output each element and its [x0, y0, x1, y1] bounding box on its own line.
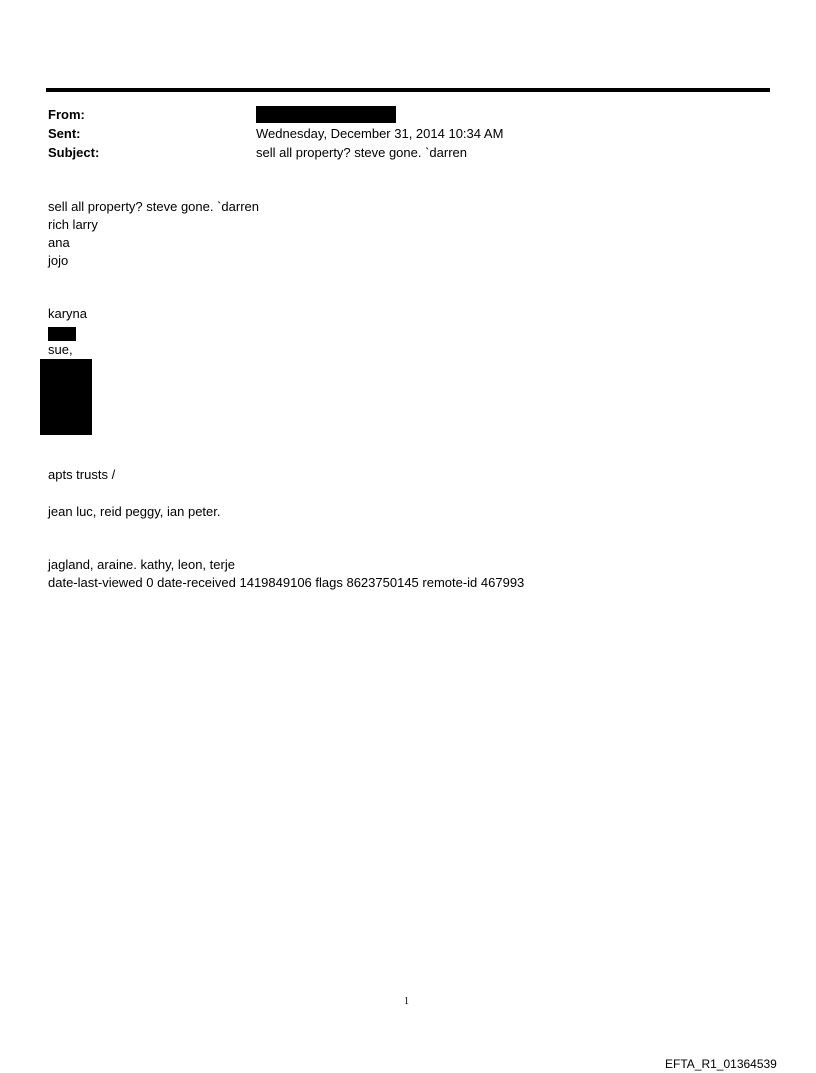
body-line: apts trusts /: [48, 467, 116, 482]
subject-value: sell all property? steve gone. `darren: [256, 145, 468, 160]
header-rule: [46, 88, 770, 92]
from-label: From:: [48, 107, 85, 122]
redaction-from: [256, 106, 396, 123]
body-line: date-last-viewed 0 date-received 1419849106 flags 8623750145 remote-id 467993: [48, 575, 525, 590]
body-line: jagland, araine. kathy, leon, terje: [48, 557, 235, 572]
redaction-block: [48, 327, 76, 341]
redaction-block: [40, 359, 92, 435]
sent-label: Sent:: [48, 126, 81, 141]
body-line: ana: [48, 235, 70, 250]
body-line: jean luc, reid peggy, ian peter.: [48, 504, 221, 519]
body-line: rich larry: [48, 217, 98, 232]
sent-value: Wednesday, December 31, 2014 10:34 AM: [256, 126, 504, 141]
subject-label: Subject:: [48, 145, 100, 160]
body-line: sue,: [48, 342, 73, 357]
bates-number: EFTA_R1_01364539: [665, 1057, 777, 1071]
body-line: karyna: [48, 306, 88, 321]
body-line: jojo: [48, 253, 69, 268]
body-line: sell all property? steve gone. `darren: [48, 199, 260, 214]
page-number: 1: [404, 996, 409, 1007]
